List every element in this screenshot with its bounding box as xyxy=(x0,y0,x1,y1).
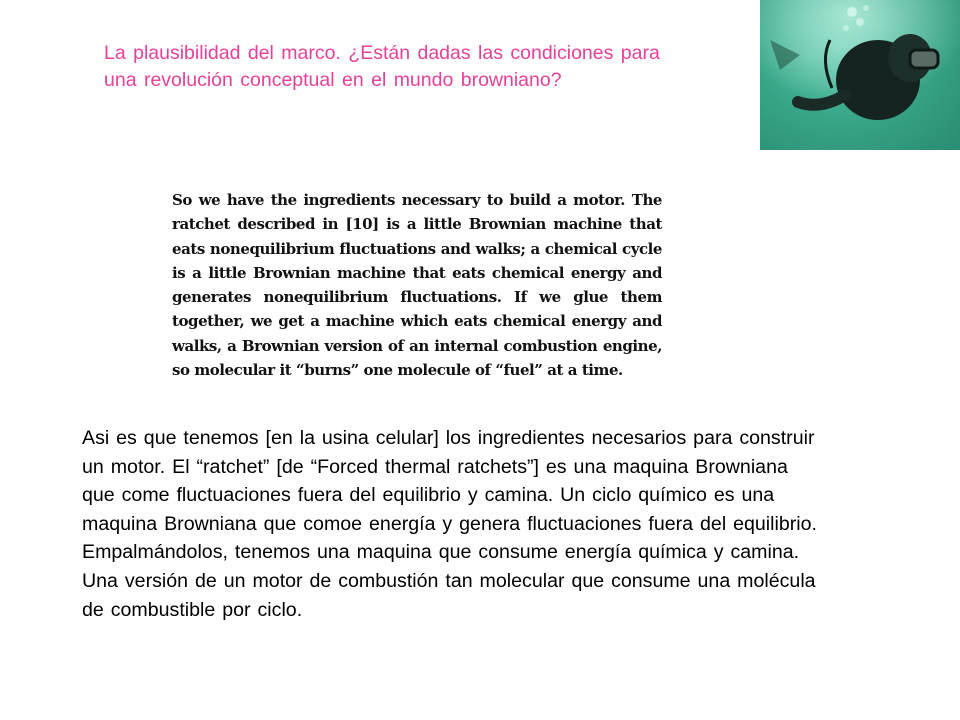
quoted-paragraph: So we have the ingredients necessary to build a motor. The ratchet described in [10] is a little Brownian machine that eats nonequilibrium fluctuations and walks; a chemical cycle is a little Brownian machine that eats chemical energy and generates nonequilibrium fluctuations. If we glue them together, we get a machine which eats chemical energy and walks, a Brownian version of an internal combustion engine, so molecular it “burns” one molecule of “fuel” at a time. xyxy=(172,191,662,380)
scuba-diver-illustration xyxy=(760,0,960,150)
diver-photo xyxy=(760,0,960,150)
slide-title: La plausibilidad del marco. ¿Están dadas las condiciones para una revolución conceptual en el mundo browniano? xyxy=(104,42,660,91)
translation-paragraph: Asi es que tenemos [en la usina celular] los ingredientes necesarios para construir un motor. El “ratchet” [de “Forced thermal ratchets”] es una maquina Browniana que come fluctuaciones fuera del equilibrio y camina. Un ciclo químico es una maquina Browniana que comoe energía y genera fluctuaciones fuera del equilibrio. Empalmándolos, tenemos una maquina que consume energía química y camina. Una versión de un motor de combustión tan molecular que consume una molécula de combustible por ciclo. xyxy=(82,427,817,621)
